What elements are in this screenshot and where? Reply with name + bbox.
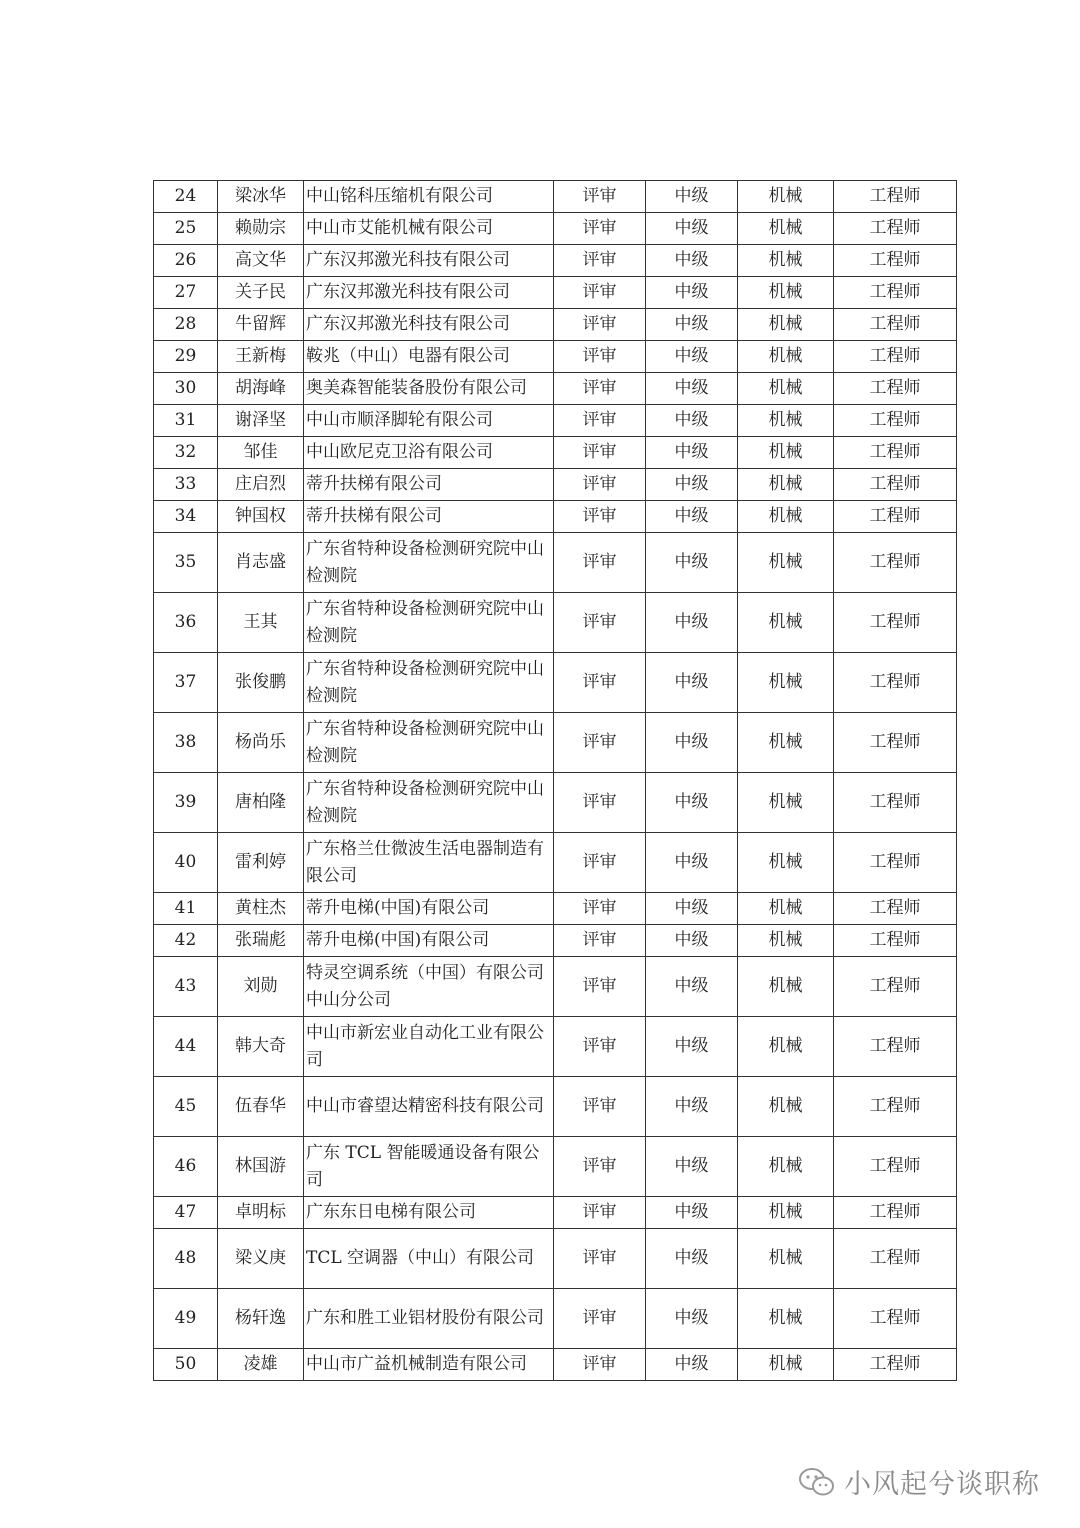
table-row: [154, 533, 957, 593]
cell-method: 评审: [554, 1137, 646, 1197]
cell-level: 中级: [646, 405, 738, 437]
cell-specialty: 机械: [738, 653, 834, 713]
cell-method: 评审: [554, 405, 646, 437]
cell-level: 中级: [646, 833, 738, 893]
cell-title: 工程师: [834, 893, 957, 925]
cell-name: 卓明标: [218, 1197, 304, 1229]
cell-number: 50: [154, 1349, 218, 1381]
cell-title: 工程师: [834, 1137, 957, 1197]
cell-level: 中级: [646, 773, 738, 833]
cell-title: 工程师: [834, 1017, 957, 1077]
cell-specialty: 机械: [738, 713, 834, 773]
cell-title: 工程师: [834, 957, 957, 1017]
table-row: [154, 593, 957, 653]
cell-name: 杨轩逸: [218, 1289, 304, 1349]
cell-number: 43: [154, 957, 218, 1017]
table-row: [154, 925, 957, 957]
cell-name: 关子民: [218, 277, 304, 309]
cell-number: 48: [154, 1229, 218, 1289]
cell-number: 27: [154, 277, 218, 309]
cell-number: 34: [154, 501, 218, 533]
cell-number: 33: [154, 469, 218, 501]
cell-level: 中级: [646, 1349, 738, 1381]
cell-method: 评审: [554, 245, 646, 277]
cell-title: 工程师: [834, 1289, 957, 1349]
cell-specialty: 机械: [738, 1349, 834, 1381]
table-row: [154, 1197, 957, 1229]
cell-title: 工程师: [834, 181, 957, 213]
cell-number: 29: [154, 341, 218, 373]
cell-method: 评审: [554, 1349, 646, 1381]
cell-method: 评审: [554, 713, 646, 773]
cell-name: 张瑞彪: [218, 925, 304, 957]
cell-name: 高文华: [218, 245, 304, 277]
cell-specialty: 机械: [738, 437, 834, 469]
roster-body: [154, 181, 957, 1381]
cell-specialty: 机械: [738, 277, 834, 309]
watermark: [798, 1462, 1040, 1501]
cell-method: 评审: [554, 957, 646, 1017]
cell-level: 中级: [646, 181, 738, 213]
cell-specialty: 机械: [738, 773, 834, 833]
cell-title: 工程师: [834, 309, 957, 341]
cell-number: 49: [154, 1289, 218, 1349]
cell-level: 中级: [646, 501, 738, 533]
cell-level: 中级: [646, 893, 738, 925]
cell-name: 林国游: [218, 1137, 304, 1197]
cell-number: 28: [154, 309, 218, 341]
cell-level: 中级: [646, 373, 738, 405]
cell-company: 中山市新宏业自动化工业有限公司: [304, 1017, 554, 1077]
cell-specialty: 机械: [738, 833, 834, 893]
table-row: [154, 181, 957, 213]
cell-name: 唐柏隆: [218, 773, 304, 833]
cell-title: 工程师: [834, 713, 957, 773]
cell-specialty: 机械: [738, 405, 834, 437]
cell-title: 工程师: [834, 1077, 957, 1137]
cell-company: 广东和胜工业铝材股份有限公司: [304, 1289, 554, 1349]
table-row: [154, 277, 957, 309]
cell-specialty: 机械: [738, 245, 834, 277]
cell-method: 评审: [554, 1229, 646, 1289]
cell-level: 中级: [646, 1289, 738, 1349]
table-row: [154, 1137, 957, 1197]
cell-number: 26: [154, 245, 218, 277]
cell-name: 牛留辉: [218, 309, 304, 341]
cell-level: 中级: [646, 469, 738, 501]
cell-name: 梁冰华: [218, 181, 304, 213]
cell-level: 中级: [646, 213, 738, 245]
table-row: [154, 245, 957, 277]
cell-name: 张俊鹏: [218, 653, 304, 713]
cell-level: 中级: [646, 1077, 738, 1137]
cell-level: 中级: [646, 1137, 738, 1197]
cell-title: 工程师: [834, 373, 957, 405]
cell-number: 35: [154, 533, 218, 593]
cell-method: 评审: [554, 925, 646, 957]
cell-name: 庄启烈: [218, 469, 304, 501]
cell-specialty: 机械: [738, 341, 834, 373]
cell-number: 40: [154, 833, 218, 893]
cell-number: 44: [154, 1017, 218, 1077]
cell-company: 蒂升电梯(中国)有限公司: [304, 925, 554, 957]
cell-level: 中级: [646, 653, 738, 713]
cell-title: 工程师: [834, 213, 957, 245]
cell-name: 邹佳: [218, 437, 304, 469]
cell-method: 评审: [554, 653, 646, 713]
cell-specialty: 机械: [738, 1197, 834, 1229]
cell-number: 42: [154, 925, 218, 957]
cell-title: 工程师: [834, 405, 957, 437]
cell-title: 工程师: [834, 1197, 957, 1229]
cell-method: 评审: [554, 309, 646, 341]
cell-specialty: 机械: [738, 1137, 834, 1197]
cell-title: 工程师: [834, 245, 957, 277]
table-row: [154, 893, 957, 925]
cell-name: 谢泽坚: [218, 405, 304, 437]
cell-specialty: 机械: [738, 181, 834, 213]
cell-company: TCL 空调器（中山）有限公司: [304, 1229, 554, 1289]
table-row: [154, 213, 957, 245]
cell-level: 中级: [646, 437, 738, 469]
cell-number: 24: [154, 181, 218, 213]
cell-company: 蒂升扶梯有限公司: [304, 501, 554, 533]
cell-level: 中级: [646, 593, 738, 653]
cell-specialty: 机械: [738, 213, 834, 245]
cell-title: 工程师: [834, 593, 957, 653]
table-row: [154, 469, 957, 501]
cell-name: 胡海峰: [218, 373, 304, 405]
cell-company: 中山市艾能机械有限公司: [304, 213, 554, 245]
cell-company: 奥美森智能装备股份有限公司: [304, 373, 554, 405]
cell-level: 中级: [646, 309, 738, 341]
cell-specialty: 机械: [738, 1017, 834, 1077]
cell-method: 评审: [554, 893, 646, 925]
cell-title: 工程师: [834, 653, 957, 713]
cell-method: 评审: [554, 213, 646, 245]
table-row: [154, 957, 957, 1017]
table-row: [154, 309, 957, 341]
cell-company: 中山铭科压缩机有限公司: [304, 181, 554, 213]
cell-name: 钟国权: [218, 501, 304, 533]
cell-company: 广东省特种设备检测研究院中山检测院: [304, 653, 554, 713]
cell-method: 评审: [554, 277, 646, 309]
cell-title: 工程师: [834, 341, 957, 373]
cell-number: 38: [154, 713, 218, 773]
cell-specialty: 机械: [738, 373, 834, 405]
cell-name: 韩大奇: [218, 1017, 304, 1077]
cell-title: 工程师: [834, 833, 957, 893]
cell-level: 中级: [646, 341, 738, 373]
cell-method: 评审: [554, 437, 646, 469]
cell-name: 伍春华: [218, 1077, 304, 1137]
cell-name: 梁义庚: [218, 1229, 304, 1289]
watermark-text: 小风起兮谈职称: [844, 1469, 1040, 1500]
cell-method: 评审: [554, 181, 646, 213]
cell-number: 25: [154, 213, 218, 245]
cell-specialty: 机械: [738, 925, 834, 957]
cell-title: 工程师: [834, 277, 957, 309]
cell-level: 中级: [646, 957, 738, 1017]
cell-company: 广东汉邦激光科技有限公司: [304, 277, 554, 309]
cell-method: 评审: [554, 773, 646, 833]
cell-company: 中山市睿望达精密科技有限公司: [304, 1077, 554, 1137]
cell-specialty: 机械: [738, 309, 834, 341]
cell-company: 广东东日电梯有限公司: [304, 1197, 554, 1229]
cell-company: 中山市顺泽脚轮有限公司: [304, 405, 554, 437]
cell-title: 工程师: [834, 773, 957, 833]
cell-method: 评审: [554, 533, 646, 593]
cell-company: 广东汉邦激光科技有限公司: [304, 245, 554, 277]
cell-company: 广东省特种设备检测研究院中山检测院: [304, 593, 554, 653]
cell-number: 39: [154, 773, 218, 833]
cell-level: 中级: [646, 1197, 738, 1229]
cell-name: 凌雄: [218, 1349, 304, 1381]
roster-table: [153, 180, 957, 1381]
cell-number: 46: [154, 1137, 218, 1197]
cell-company: 蒂升扶梯有限公司: [304, 469, 554, 501]
cell-method: 评审: [554, 373, 646, 405]
cell-number: 30: [154, 373, 218, 405]
cell-company: 鞍兆（中山）电器有限公司: [304, 341, 554, 373]
cell-number: 47: [154, 1197, 218, 1229]
table-row: [154, 1017, 957, 1077]
cell-method: 评审: [554, 501, 646, 533]
cell-method: 评审: [554, 1017, 646, 1077]
cell-level: 中级: [646, 533, 738, 593]
cell-company: 广东省特种设备检测研究院中山检测院: [304, 773, 554, 833]
cell-company: 蒂升电梯(中国)有限公司: [304, 893, 554, 925]
cell-specialty: 机械: [738, 533, 834, 593]
cell-specialty: 机械: [738, 1077, 834, 1137]
cell-title: 工程师: [834, 469, 957, 501]
cell-level: 中级: [646, 1017, 738, 1077]
cell-company: 中山市广益机械制造有限公司: [304, 1349, 554, 1381]
cell-title: 工程师: [834, 501, 957, 533]
table-row: [154, 437, 957, 469]
cell-company: 中山欧尼克卫浴有限公司: [304, 437, 554, 469]
cell-method: 评审: [554, 1077, 646, 1137]
cell-name: 黄柱杰: [218, 893, 304, 925]
table-row: [154, 1349, 957, 1381]
cell-title: 工程师: [834, 1349, 957, 1381]
cell-method: 评审: [554, 469, 646, 501]
cell-number: 45: [154, 1077, 218, 1137]
cell-number: 37: [154, 653, 218, 713]
cell-title: 工程师: [834, 437, 957, 469]
cell-specialty: 机械: [738, 957, 834, 1017]
cell-level: 中级: [646, 1229, 738, 1289]
cell-company: 广东省特种设备检测研究院中山检测院: [304, 533, 554, 593]
table-row: [154, 713, 957, 773]
cell-company: 广东汉邦激光科技有限公司: [304, 309, 554, 341]
table-row: [154, 501, 957, 533]
cell-name: 刘勋: [218, 957, 304, 1017]
cell-company: 特灵空调系统（中国）有限公司中山分公司: [304, 957, 554, 1017]
cell-number: 32: [154, 437, 218, 469]
cell-name: 赖勋宗: [218, 213, 304, 245]
table-row: [154, 1229, 957, 1289]
cell-method: 评审: [554, 833, 646, 893]
cell-company: 广东 TCL 智能暖通设备有限公司: [304, 1137, 554, 1197]
cell-level: 中级: [646, 713, 738, 773]
cell-specialty: 机械: [738, 1289, 834, 1349]
cell-method: 评审: [554, 1197, 646, 1229]
cell-method: 评审: [554, 1289, 646, 1349]
cell-specialty: 机械: [738, 501, 834, 533]
cell-company: 广东省特种设备检测研究院中山检测院: [304, 713, 554, 773]
table-row: [154, 373, 957, 405]
cell-title: 工程师: [834, 925, 957, 957]
cell-level: 中级: [646, 245, 738, 277]
cell-title: 工程师: [834, 1229, 957, 1289]
cell-name: 王其: [218, 593, 304, 653]
table-row: [154, 341, 957, 373]
cell-company: 广东格兰仕微波生活电器制造有限公司: [304, 833, 554, 893]
cell-level: 中级: [646, 925, 738, 957]
cell-title: 工程师: [834, 533, 957, 593]
cell-number: 36: [154, 593, 218, 653]
wechat-icon: [798, 1467, 836, 1497]
cell-name: 王新梅: [218, 341, 304, 373]
cell-number: 31: [154, 405, 218, 437]
cell-specialty: 机械: [738, 1229, 834, 1289]
table-row: [154, 1289, 957, 1349]
cell-number: 41: [154, 893, 218, 925]
cell-specialty: 机械: [738, 593, 834, 653]
table-row: [154, 1077, 957, 1137]
cell-specialty: 机械: [738, 893, 834, 925]
table-row: [154, 653, 957, 713]
table-row: [154, 773, 957, 833]
cell-level: 中级: [646, 277, 738, 309]
cell-name: 雷利婷: [218, 833, 304, 893]
cell-method: 评审: [554, 593, 646, 653]
table-row: [154, 405, 957, 437]
cell-name: 肖志盛: [218, 533, 304, 593]
table-row: [154, 833, 957, 893]
cell-name: 杨尚乐: [218, 713, 304, 773]
cell-specialty: 机械: [738, 469, 834, 501]
cell-method: 评审: [554, 341, 646, 373]
